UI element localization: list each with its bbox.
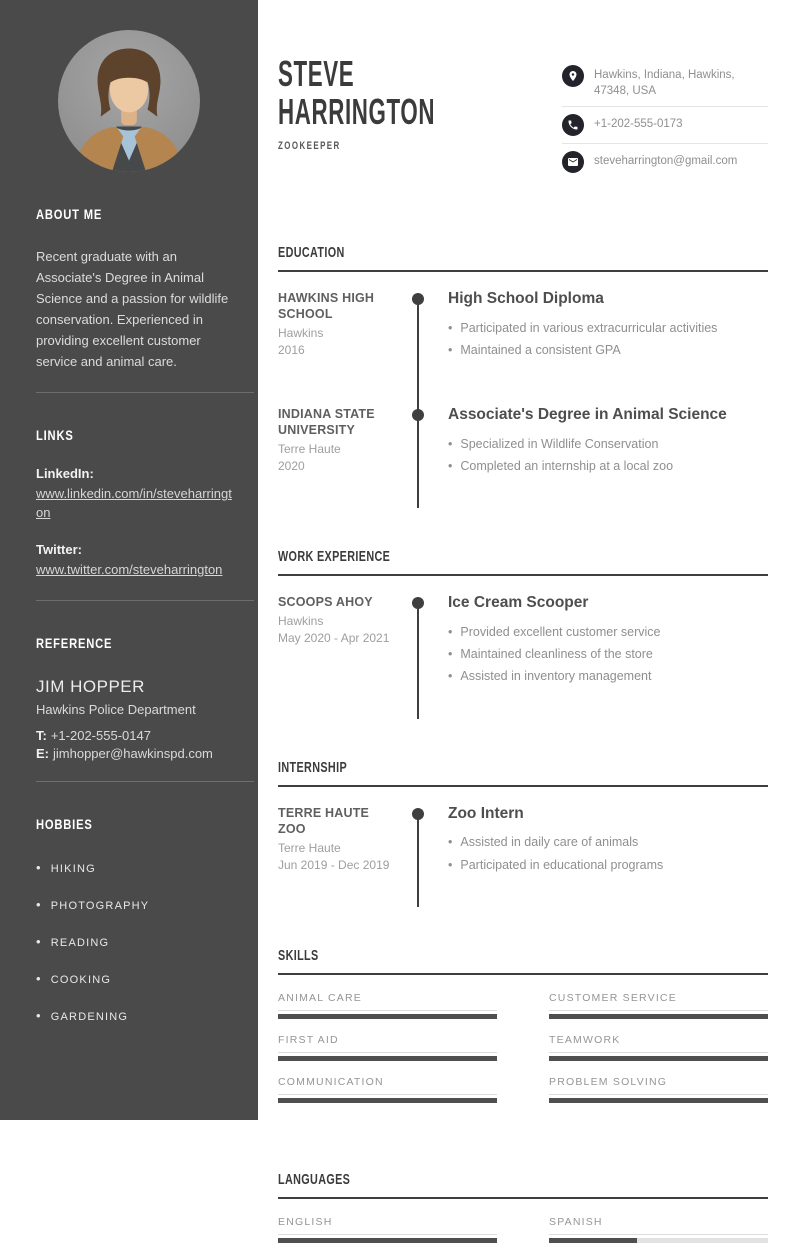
entry-left xyxy=(278,594,396,690)
skill-bar-fill xyxy=(549,1056,768,1061)
skill-item xyxy=(549,992,768,1019)
skill-label: TEAMWORK xyxy=(549,1033,621,1046)
entry-location: Terre Haute xyxy=(278,840,341,855)
entry-left xyxy=(278,290,396,364)
link-item-twitter xyxy=(36,542,236,580)
skill-hairline xyxy=(278,1010,497,1011)
contact-email: steveharrington@gmail.com xyxy=(594,155,738,168)
entry-bullet: • Assisted in daily care of animals xyxy=(448,834,768,850)
skill-hairline xyxy=(278,1052,497,1053)
entry-date: 2016 xyxy=(278,343,305,358)
reference-name: JIM HOPPER xyxy=(36,676,145,696)
contact-block xyxy=(562,58,768,180)
name-block xyxy=(278,55,531,180)
skill-bar-fill xyxy=(278,1098,497,1103)
languages-section xyxy=(278,1163,768,1243)
sidebar-divider xyxy=(36,600,254,601)
entry-date: 2020 xyxy=(278,459,305,474)
skill-hairline xyxy=(549,1010,768,1011)
links-section xyxy=(0,419,258,580)
entry-title: Ice Cream Scooper xyxy=(448,594,589,612)
profile-photo xyxy=(58,30,200,172)
twitter-label: Twitter: xyxy=(36,541,82,557)
contact-address: Hawkins, Indiana, Hawkins, 47348, USA xyxy=(594,69,735,98)
about-heading-text: ABOUT ME xyxy=(36,206,103,222)
skill-label: CUSTOMER SERVICE xyxy=(549,991,677,1004)
job-title: ZOOKEEPER xyxy=(278,140,341,152)
reference-section xyxy=(0,627,258,761)
languages-heading xyxy=(278,1163,768,1191)
envelope-icon xyxy=(562,151,584,173)
reference-organization: Hawkins Police Department xyxy=(36,701,196,717)
skill-item xyxy=(278,992,497,1019)
skill-bar xyxy=(549,1014,768,1019)
profile-photo-illustration xyxy=(58,30,200,172)
work-experience-heading-text: WORK EXPERIENCE xyxy=(278,548,391,566)
entry-bullet: • Assisted in inventory management xyxy=(448,668,768,684)
linkedin-link[interactable]: www.linkedin.com/in/steveharrington xyxy=(36,486,232,521)
internship-heading-text: INTERNSHIP xyxy=(278,758,348,776)
about-section xyxy=(0,198,258,372)
entry-bullet: • Participated in educational programs xyxy=(448,857,768,873)
entry-title: High School Diploma xyxy=(448,290,604,308)
skill-label: FIRST AID xyxy=(278,1033,339,1046)
linkedin-label: LinkedIn: xyxy=(36,466,94,482)
language-hairline xyxy=(549,1234,768,1235)
skill-hairline xyxy=(549,1094,768,1095)
hobbies-heading xyxy=(36,808,236,836)
reference-email-value: jimhopper@hawkinspd.com xyxy=(53,745,213,761)
skill-item xyxy=(549,1034,768,1061)
timeline-dot xyxy=(412,409,424,421)
entry-bullets xyxy=(448,624,768,685)
last-name: HARRINGTON xyxy=(278,91,436,132)
entry-right xyxy=(448,805,768,879)
section-rule xyxy=(278,574,768,576)
hobby-item: • PHOTOGRAPHY xyxy=(36,897,236,912)
entry-organization: SCOOPS AHOY xyxy=(278,595,373,610)
entry-bullet: • Maintained cleanliness of the store xyxy=(448,646,768,662)
hobbies-section xyxy=(0,808,258,1023)
work-experience-heading xyxy=(278,540,768,568)
contact-phone-row xyxy=(562,107,768,144)
internship-entries xyxy=(278,805,768,879)
skill-bar-fill xyxy=(278,1056,497,1061)
candidate-name xyxy=(278,55,531,131)
reference-phone-value: +1-202-555-0147 xyxy=(50,727,151,743)
entry-location: Hawkins xyxy=(278,326,324,341)
skill-item xyxy=(549,1076,768,1103)
entry-date: Jun 2019 - Dec 2019 xyxy=(278,857,390,872)
education-section xyxy=(278,236,768,480)
skill-bar-fill xyxy=(549,1014,768,1019)
work-entries xyxy=(278,594,768,690)
entry-left xyxy=(278,805,396,879)
education-entry xyxy=(278,406,768,480)
entry-right xyxy=(448,594,768,690)
sidebar-divider xyxy=(36,781,254,782)
skill-bar-fill xyxy=(278,1014,497,1019)
language-bar-fill xyxy=(278,1238,497,1243)
language-bar-fill xyxy=(549,1238,637,1243)
skill-bar-fill xyxy=(549,1098,768,1103)
internship-heading xyxy=(278,751,768,779)
education-entries xyxy=(278,290,768,480)
section-rule xyxy=(278,270,768,272)
skill-bar xyxy=(549,1098,768,1103)
reference-email xyxy=(36,746,236,761)
about-text: Recent graduate with an Associate's Degree in Animal Science and a passion for wildlife conservation. Experienced in providing excellent customer service and animal care. xyxy=(36,249,229,370)
entry-bullet: • Provided excellent customer service xyxy=(448,624,768,640)
timeline-dot xyxy=(412,597,424,609)
sidebar xyxy=(0,0,258,1120)
hobby-item: • READING xyxy=(36,934,236,949)
entry-bullet: • Specialized in Wildlife Conservation xyxy=(448,436,768,452)
entry-bullet: • Participated in various extracurricular activities xyxy=(448,320,768,336)
section-rule xyxy=(278,973,768,975)
entry-bullets xyxy=(448,834,768,873)
location-pin-icon xyxy=(562,65,584,87)
about-heading xyxy=(36,198,236,226)
language-hairline xyxy=(278,1234,497,1235)
skill-label: COMMUNICATION xyxy=(278,1075,384,1088)
skill-bar xyxy=(278,1014,497,1019)
education-heading-text: EDUCATION xyxy=(278,244,345,262)
section-rule xyxy=(278,1197,768,1199)
sidebar-divider xyxy=(36,392,254,393)
contact-phone: +1-202-555-0173 xyxy=(594,118,683,131)
reference-heading xyxy=(36,627,236,655)
hobby-item: • GARDENING xyxy=(36,1008,236,1023)
contact-address-row xyxy=(562,58,768,107)
entry-bullets xyxy=(448,320,768,359)
languages-grid xyxy=(278,1216,768,1243)
reference-phone xyxy=(36,728,236,743)
phone-icon xyxy=(562,114,584,136)
resume-header xyxy=(278,0,768,180)
skill-label: ANIMAL CARE xyxy=(278,991,362,1004)
entry-location: Hawkins xyxy=(278,614,324,629)
entry-organization: HAWKINS HIGH SCHOOL xyxy=(278,291,375,322)
internship-section xyxy=(278,751,768,879)
languages-heading-text: LANGUAGES xyxy=(278,1170,351,1188)
entry-bullet: • Completed an internship at a local zoo xyxy=(448,458,768,474)
language-bar xyxy=(278,1238,497,1243)
work-entry xyxy=(278,594,768,690)
timeline-dot xyxy=(412,808,424,820)
skill-label: PROBLEM SOLVING xyxy=(549,1075,668,1088)
entry-location: Terre Haute xyxy=(278,442,341,457)
hobby-item: • COOKING xyxy=(36,971,236,986)
hobbies-heading-text: HOBBIES xyxy=(36,815,93,832)
entry-bullets xyxy=(448,436,768,475)
language-label: SPANISH xyxy=(549,1215,603,1228)
language-item xyxy=(278,1216,497,1243)
first-name: STEVE xyxy=(278,53,355,94)
skills-heading-text: SKILLS xyxy=(278,946,319,964)
skill-bar xyxy=(278,1098,497,1103)
work-experience-section xyxy=(278,540,768,690)
skill-bar xyxy=(549,1056,768,1061)
entry-right xyxy=(448,290,768,364)
hobby-item: • HIKING xyxy=(36,860,236,875)
language-label: ENGLISH xyxy=(278,1215,333,1228)
language-bar xyxy=(549,1238,768,1243)
skills-heading xyxy=(278,939,768,967)
twitter-link[interactable]: www.twitter.com/steveharrington xyxy=(36,561,223,577)
education-entry xyxy=(278,290,768,364)
section-rule xyxy=(278,785,768,787)
skills-section xyxy=(278,939,768,1103)
main-content xyxy=(258,0,794,1243)
link-item-linkedin xyxy=(36,466,236,523)
contact-email-row xyxy=(562,144,768,180)
reference-heading-text: REFERENCE xyxy=(36,634,113,651)
language-item xyxy=(549,1216,768,1243)
timeline-dot xyxy=(412,293,424,305)
reference-phone-label: T: xyxy=(36,727,47,743)
internship-entry xyxy=(278,805,768,879)
entry-organization: INDIANA STATE UNIVERSITY xyxy=(278,407,375,438)
skills-grid xyxy=(278,992,768,1103)
hobbies-list xyxy=(36,860,236,1023)
entry-right xyxy=(448,406,768,480)
reference-email-label: E: xyxy=(36,745,49,761)
skill-bar xyxy=(278,1056,497,1061)
entry-bullet: • Maintained a consistent GPA xyxy=(448,342,768,358)
links-heading-text: LINKS xyxy=(36,427,74,444)
skill-hairline xyxy=(278,1094,497,1095)
links-heading xyxy=(36,419,236,447)
education-heading xyxy=(278,236,768,264)
entry-date: May 2020 - Apr 2021 xyxy=(278,631,390,646)
skill-item xyxy=(278,1034,497,1061)
entry-organization: TERRE HAUTE ZOO xyxy=(278,805,370,836)
entry-left xyxy=(278,406,396,480)
skill-hairline xyxy=(549,1052,768,1053)
skill-item xyxy=(278,1076,497,1103)
entry-title: Associate's Degree in Animal Science xyxy=(448,406,727,424)
entry-title: Zoo Intern xyxy=(448,804,524,822)
